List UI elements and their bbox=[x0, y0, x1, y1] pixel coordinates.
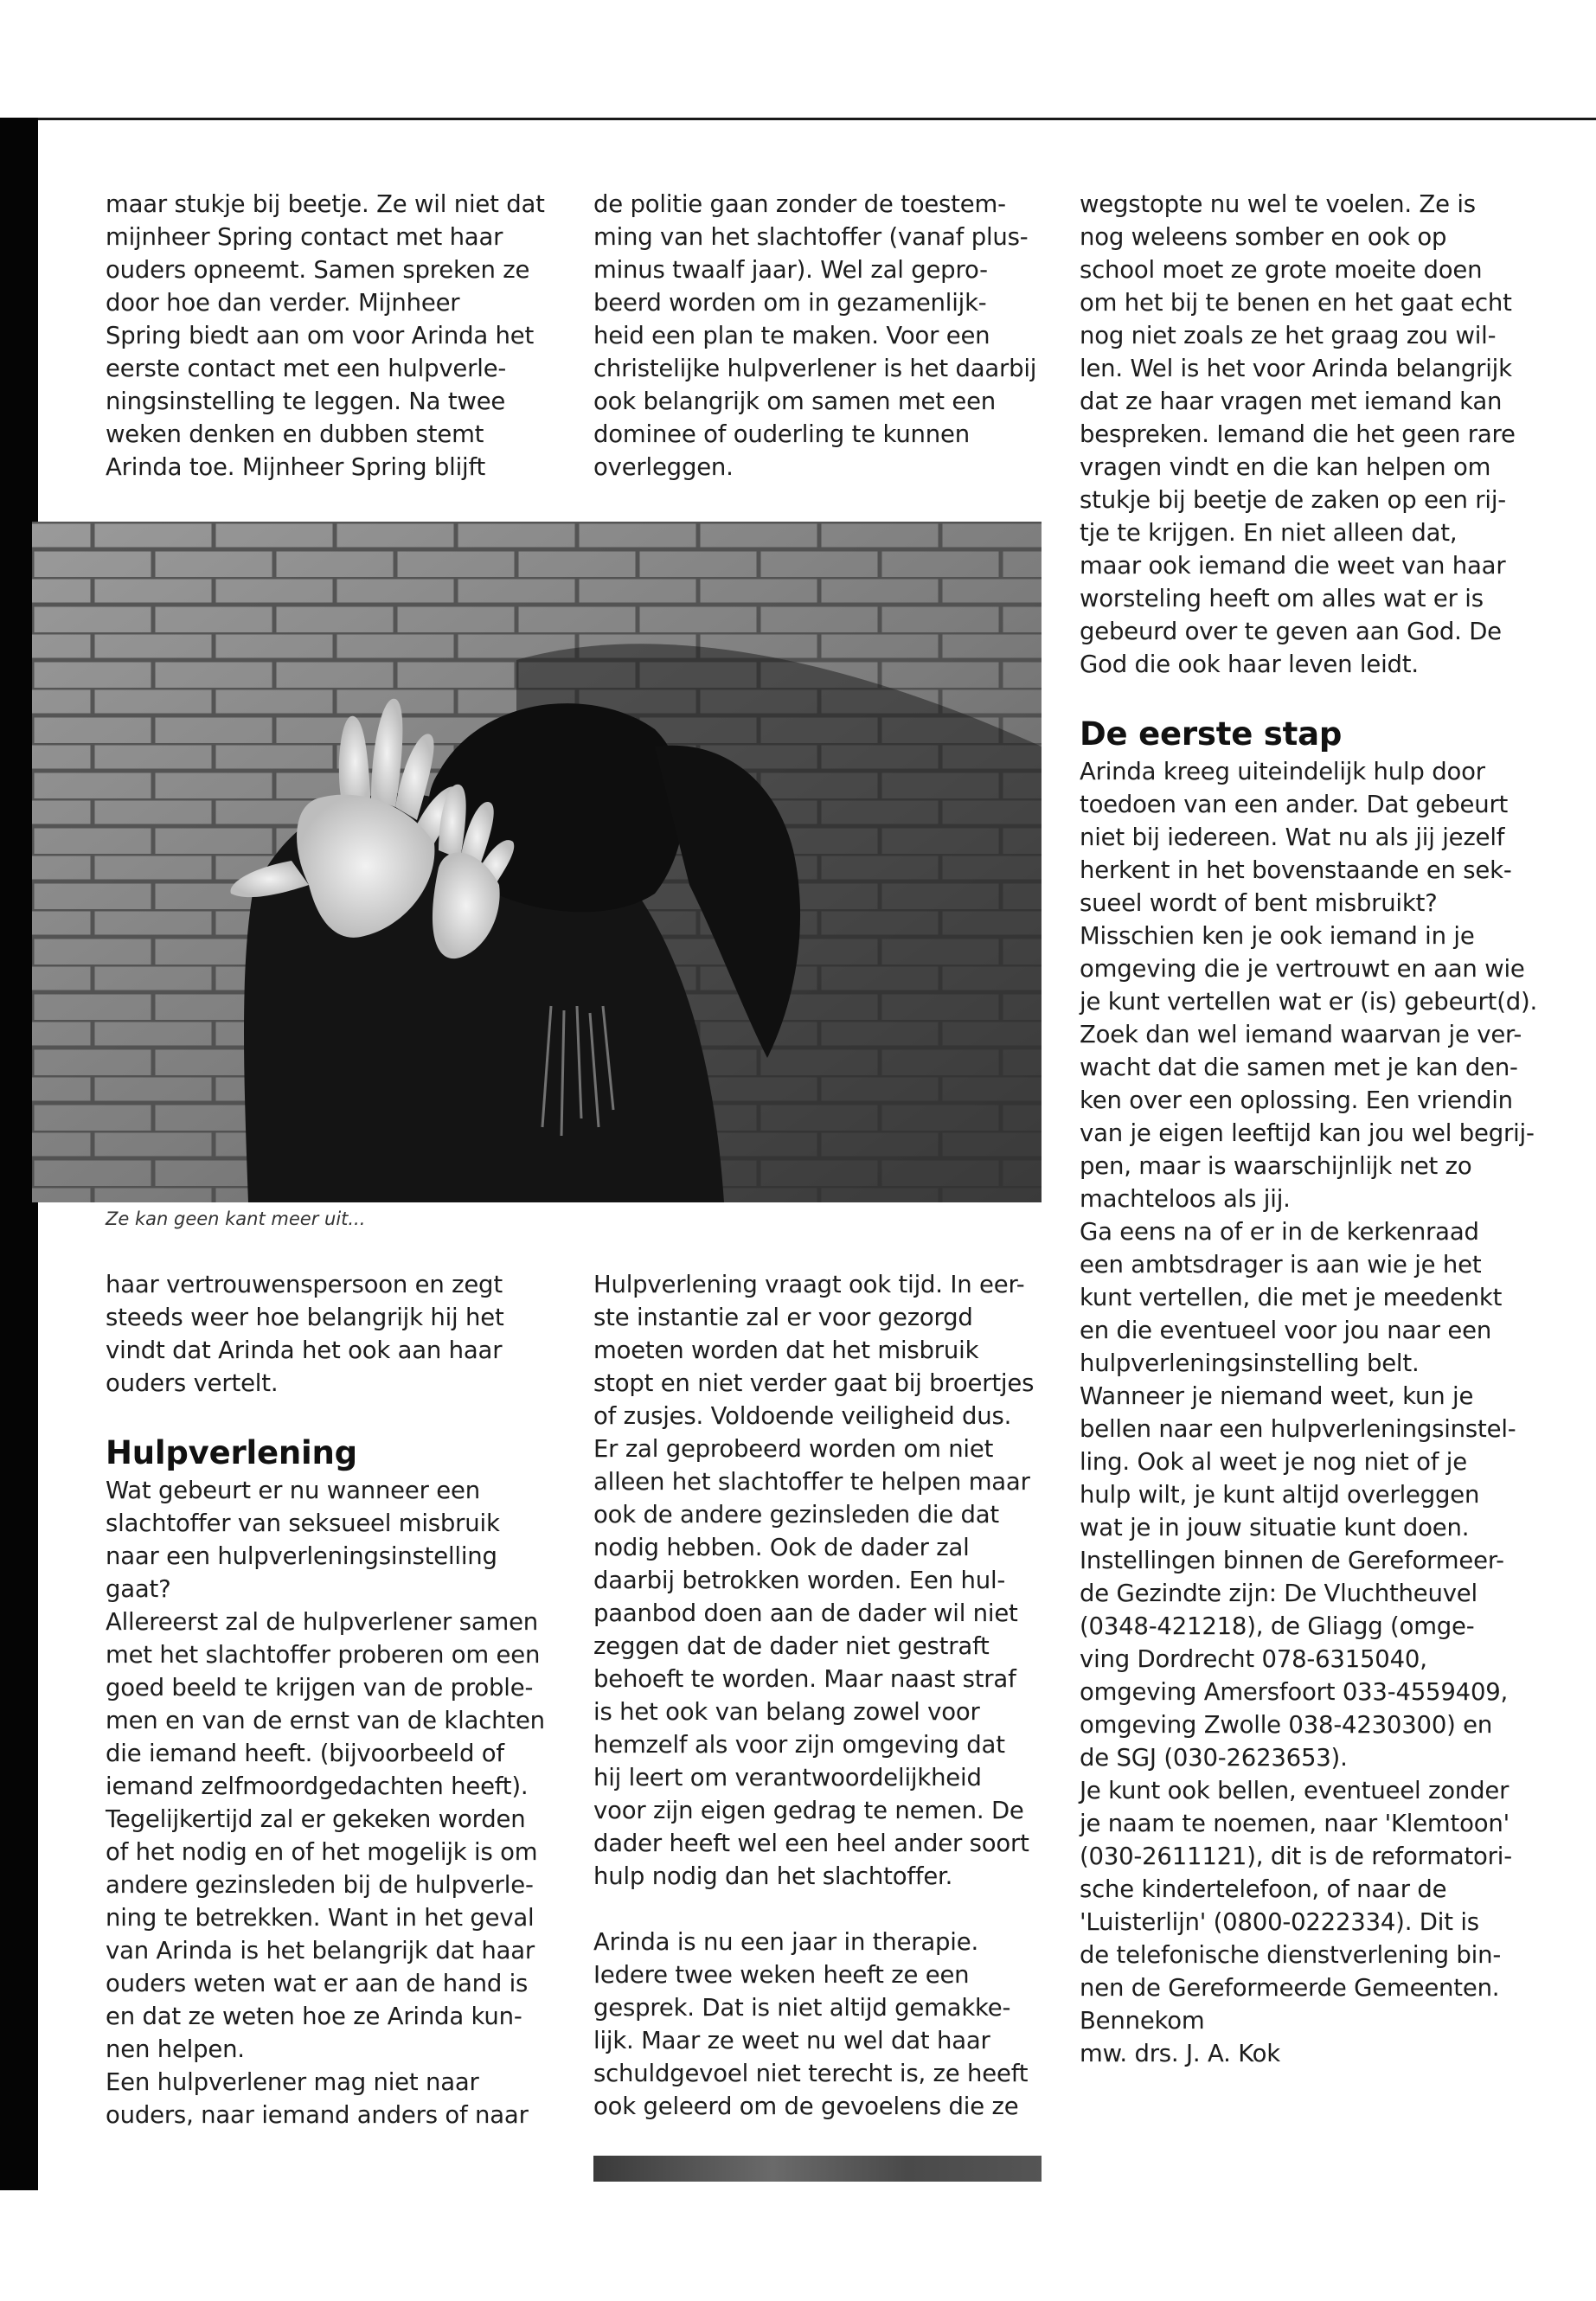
column2-top-text: de politie gaan zonder de toestem- ming van het slachtoffer (vanaf plus- minus twaalf jaar). Wel zal gepro- beerd worden om in gezamenlijk- heid een plan te maken. Voor een christelijke hulpverlener is het daarbij ook belangrijk om samen met een dominee of ouderling te kunnen overleggen. bbox=[593, 190, 1037, 481]
column1-top bbox=[106, 188, 564, 484]
page-footer-bar bbox=[593, 2156, 1042, 2182]
column3 bbox=[1080, 188, 1547, 2070]
column2-bottom bbox=[593, 1268, 1052, 2123]
heading-de-eerste-stap: De eerste stap bbox=[1080, 715, 1343, 753]
heading-hulpverlening: Hulpverlening bbox=[106, 1434, 357, 1471]
column2-bottom-paragraph1: Hulpverlening vraagt ook tijd. In eer- ste instantie zal er voor gezorgd moeten worden dat het misbruik stopt en niet verder gaat bij broertjes of zusjes. Voldoende veiligheid dus. Er zal geprobeerd worden om niet alleen het slachtoffer te helpen maar ook de andere gezinsleden die dat nodig hebben. Ook de dader zal daarbij betrokken worden. Een hul- paanbod doen aan de dader wil niet zeggen dat de dader niet gestraft behoeft te worden. Maar naast straf is het ook van belang zowel voor hemzelf als voor zijn omgeving dat hij leert om verantwoordelijkheid voor zijn eigen gedrag te nemen. De dader heeft wel een heel ander soort hulp nodig dan het slachtoffer. bbox=[593, 1271, 1035, 1890]
photo-caption: Ze kan geen kant meer uit... bbox=[106, 1208, 366, 1229]
column1-bottom bbox=[106, 1268, 564, 2131]
column1-bottom-paragraph: haar vertrouwenspersoon en zegt steeds weer hoe belangrijk hij het vindt dat Arinda het ook aan haar ouders vertelt. bbox=[106, 1271, 504, 1397]
photo-girl-hiding-face bbox=[32, 522, 1042, 1202]
author-signature: Bennekom mw. drs. J. A. Kok bbox=[1080, 2007, 1281, 2067]
column3-paragraph: wegstopte nu wel te voelen. Ze is nog weleens somber en ook op school moet ze grote moeite doen om het bij te benen en het gaat echt nog niet zoals ze het graag zou wil- len. Wel is het voor Arinda belangrijk dat ze haar vragen met iemand kan bespreken. Iemand die het geen rare vragen vindt en die kan helpen om stukje bij beetje de zaken op een rij- tje te krijgen. En niet alleen dat, maar ook iemand die weet van haar worsteling heeft om alles wat er is gebeurd over te geven aan God. De God die ook haar leven leidt. bbox=[1080, 190, 1516, 678]
hulpverlening-body: Wat gebeurt er nu wanneer een slachtoffer van seksueel misbruik naar een hulpverleningsinstelling gaat? Allereerst zal de hulpverlener samen met het slachtoffer proberen om een goed beeld te krijgen van de proble- men en van de ernst van de klachten die iemand heeft. (bijvoorbeeld of iemand zelfmoordgedachten heeft). Tegelijkertijd zal er gekeken worden of het nodig en of het mogelijk is om andere gezinsleden bij de hulpverle- ning te betrekken. Want in het geval van Arinda is het belangrijk dat haar ouders weten wat er aan de hand is en dat ze weten hoe ze Arinda kun- nen helpen. Een hulpverlener mag niet naar ouders, naar iemand anders of naar bbox=[106, 1477, 545, 2129]
column1-top-text: maar stukje bij beetje. Ze wil niet dat mijnheer Spring contact met haar ouders opneemt. Samen spreken ze door hoe dan verder. Mijnheer Spring biedt aan om voor Arinda het eerste contact met een hulpverle- ningsinstelling te leggen. Na twee weken denken en dubben stemt Arinda toe. Mijnheer Spring blijft bbox=[106, 190, 545, 481]
column2-bottom-paragraph2: Arinda is nu een jaar in therapie. Iedere twee weken heeft ze een gesprek. Dat is niet altijd gemakke- lijk. Maar ze weet nu wel dat haar schuldgevoel niet terecht is, ze heeft ook geleerd om de gevoelens die ze bbox=[593, 1928, 1029, 2120]
scan-top-border bbox=[0, 118, 1596, 120]
column2-top bbox=[593, 188, 1052, 484]
article-photo bbox=[32, 522, 1042, 1202]
de-eerste-stap-body: Arinda kreeg uiteindelijk hulp door toedoen van een ander. Dat gebeurt niet bij iedereen. Wat nu als jij jezelf herkent in het bovenstaande en sek- sueel wordt of bent misbruikt? Misschien ken je ook iemand in je omgeving die je vertrouwt en aan wie je kunt vertellen wat er (is) gebeurt(d). Zoek dan wel iemand waarvan je ver- wacht dat die samen met je kan den- ken over een oplossing. Een vriendin van je eigen leeftijd kan jou wel begrij- pen, maar is waarschijnlijk net zo machteloos als jij. Ga eens na of er in de kerkenraad een ambtsdrager is aan wie je het kunt vertellen, die met je meedenkt en die eventueel voor jou naar een hulpverleningsinstelling belt. Wanneer je niemand weet, kun je bellen naar een hulpverleningsinstel- ling. Ook al weet je nog niet of je hulp wilt, je kunt altijd overleggen wat je in jouw situatie kunt doen. Instellingen binnen de Gereformeer- de Gezindte zijn: De Vluchtheuvel (0348-421218), de Gliagg (omge- ving Dordrecht 078-6315040, omgeving Amersfoort 033-4559409, omgeving Zwolle 038-4230300) en de SGJ (030-2623653). Je kunt ook bellen, eventueel zonder je naam te noemen, naar 'Klemtoon' (030-2611121), dit is de reformatori- sche kindertelefoon, of naar de 'Luisterlijn' (0800-0222334). Dit is de telefonische dienstverlening bin- nen de Gereformeerde Gemeenten. bbox=[1080, 758, 1538, 2002]
